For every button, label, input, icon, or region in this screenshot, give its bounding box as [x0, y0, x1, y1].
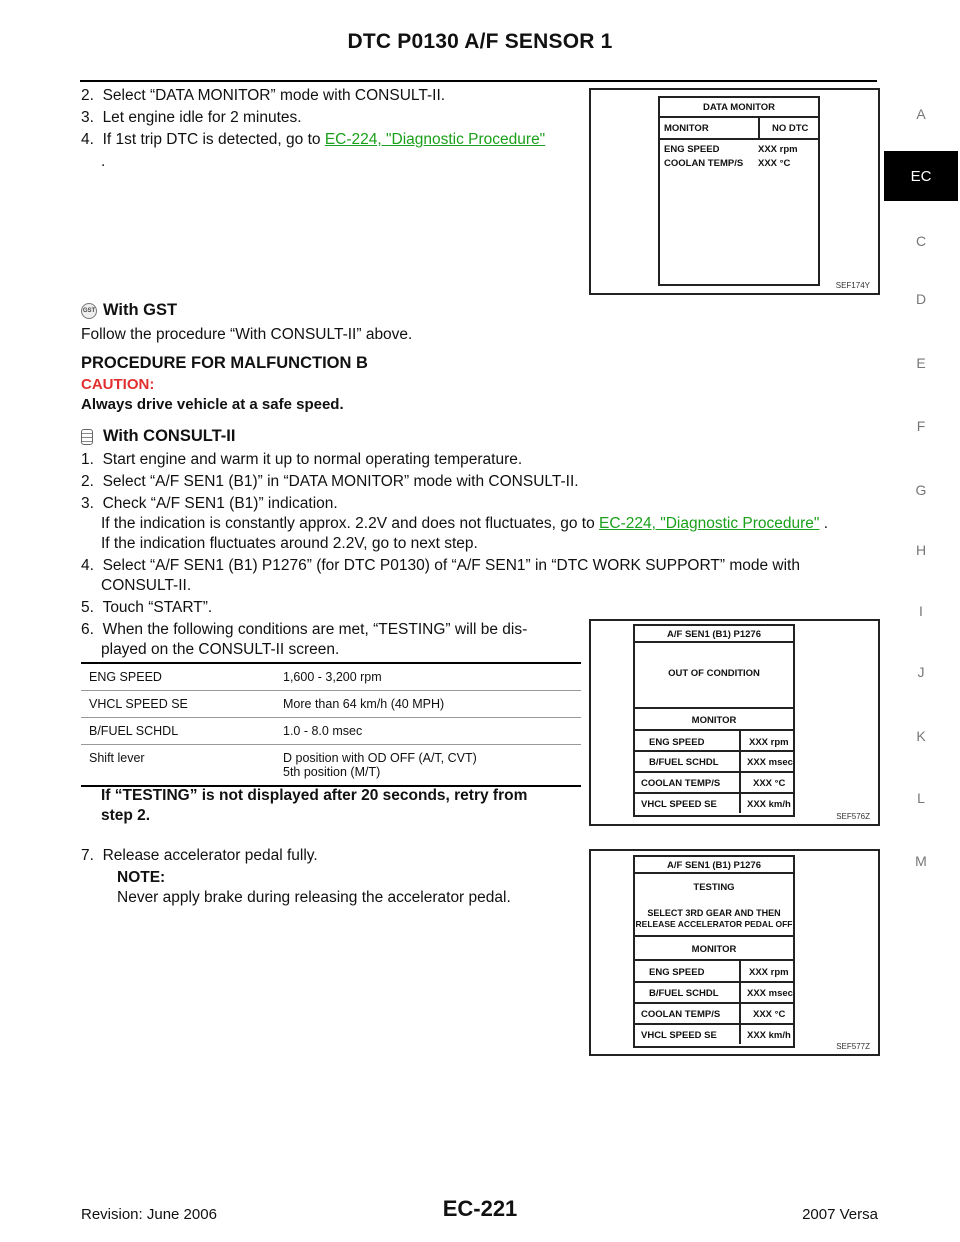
screen-row-label: COOLAN TEMP/S — [641, 1009, 721, 1020]
condition-item: B/FUEL SCHDL — [81, 718, 275, 745]
table-row — [81, 664, 581, 691]
gst-text: Follow the procedure “With CONSULT-II” above. — [81, 326, 413, 343]
side-index-m[interactable]: M — [915, 853, 927, 869]
note-label: NOTE: — [117, 869, 166, 886]
screen-row-label: COOLAN TEMP/S — [641, 778, 721, 789]
caution-text: Always drive vehicle at a safe speed. — [81, 396, 344, 413]
screen-status: OUT OF CONDITION — [668, 668, 760, 679]
screen-row-label: B/FUEL SCHDL — [649, 757, 719, 768]
screen-status: TESTING — [693, 882, 735, 893]
note-text: Never apply brake during releasing the accelerator pedal. — [117, 889, 511, 906]
table-row — [81, 718, 581, 745]
gst-icon: GST — [81, 303, 97, 319]
figure-code: SEF174Y — [835, 281, 870, 290]
condition-item: Shift lever — [89, 751, 145, 765]
step-4: 4. Select “A/F SEN1 (B1) P1276” (for DTC P0130) of “A/F SEN1” in “DTC WORK SUPPORT” mode with — [81, 557, 800, 574]
screen-row-value: XXX rpm — [749, 737, 789, 748]
screen-message: SELECT 3RD GEAR AND THEN — [647, 908, 781, 918]
consult-screen — [633, 855, 795, 1048]
screen-row-value: XXX km/h — [747, 1030, 791, 1041]
side-index-ec[interactable]: EC — [884, 151, 958, 201]
screen-row-label: COOLAN TEMP/S — [664, 158, 744, 169]
condition-item: VHCL SPEED SE — [81, 691, 275, 718]
page-number: EC-221 — [442, 1196, 518, 1221]
intro-step-2: 2. Select “DATA MONITOR” mode with CONSULT-II. — [81, 87, 446, 104]
consult-screen — [633, 624, 795, 817]
screen-row-value: XXX msec — [747, 988, 793, 999]
side-index-e[interactable]: E — [916, 355, 926, 371]
screen-row-value: XXX °C — [758, 158, 791, 169]
screen-row-label: VHCL SPEED SE — [641, 1030, 717, 1041]
condition-value: 1.0 - 8.0 msec — [275, 718, 581, 745]
gst-heading: GST With GST — [82, 301, 178, 319]
step-4-line2: CONSULT-II. — [101, 577, 192, 594]
side-index-l[interactable]: L — [917, 790, 925, 806]
consult-heading: With CONSULT-II — [81, 426, 235, 446]
condition-value: More than 64 km/h (40 MPH) — [275, 691, 581, 718]
screen-row-value: XXX msec — [747, 757, 793, 768]
screen-row-value: XXX km/h — [747, 799, 791, 810]
side-index-g[interactable]: G — [915, 482, 927, 498]
retry-line-2: step 2. — [101, 807, 151, 824]
condition-item: ENG SPEED — [81, 664, 275, 691]
figure-data-monitor — [589, 88, 880, 295]
step-3-line3: If the indication fluctuates around 2.2V, go to next step. — [101, 535, 478, 552]
side-index-h[interactable]: H — [915, 542, 927, 558]
revision-date: Revision: June 2006 — [81, 1206, 217, 1223]
model-name: 2007 Versa — [802, 1206, 878, 1223]
side-index-f[interactable]: F — [916, 418, 926, 434]
screen-row-label: ENG SPEED — [649, 967, 705, 978]
figure-out-of-condition — [589, 619, 880, 826]
diagnostic-procedure-link[interactable]: EC-224, "Diagnostic Procedure" — [324, 131, 546, 148]
consult-screen — [658, 96, 820, 286]
retry-line-1: If “TESTING” is not displayed after 20 seconds, retry from — [101, 787, 528, 804]
step-7: 7. Release accelerator pedal fully. — [81, 847, 318, 864]
screen-row-label: ENG SPEED — [664, 144, 720, 155]
header-rule — [80, 80, 877, 82]
screen-col-monitor: MONITOR — [664, 123, 709, 134]
step-5: 5. Touch “START”. — [81, 599, 213, 616]
caution-label: CAUTION: — [81, 376, 155, 393]
side-index-i[interactable]: I — [919, 603, 923, 619]
step-6-line2: played on the CONSULT-II screen. — [101, 641, 340, 658]
screen-row-value: XXX °C — [753, 778, 786, 789]
figure-code: SEF576Z — [836, 812, 870, 821]
consult-icon — [81, 429, 93, 445]
screen-monitor: MONITOR — [691, 715, 737, 726]
diagnostic-procedure-link-2[interactable]: EC-224, "Diagnostic Procedure" — [599, 515, 820, 532]
intro-step-3: 3. Let engine idle for 2 minutes. — [81, 109, 302, 126]
step-6: 6. When the following conditions are met, “TESTING” will be dis- — [81, 621, 528, 638]
screen-title: A/F SEN1 (B1) P1276 — [667, 860, 761, 871]
screen-title: DATA MONITOR — [703, 102, 775, 113]
step-2: 2. Select “A/F SEN1 (B1)” in “DATA MONITOR” mode with CONSULT-II. — [81, 473, 579, 490]
side-index-d[interactable]: D — [915, 291, 927, 307]
screen-row-label: VHCL SPEED SE — [641, 799, 717, 810]
step-3: 3. Check “A/F SEN1 (B1)” indication. — [81, 495, 338, 512]
step-3-line2: If the indication is constantly approx. 2.2V and does not fluctuates, go to EC-224, "Diagnostic Procedure" . — [101, 515, 829, 532]
side-index-a[interactable]: A — [916, 106, 926, 122]
screen-row-value: XXX rpm — [749, 967, 789, 978]
step-1: 1. Start engine and warm it up to normal operating temperature. — [81, 451, 523, 468]
screen-monitor: MONITOR — [691, 944, 737, 955]
side-index-k[interactable]: K — [916, 728, 926, 744]
table-row — [81, 745, 581, 786]
condition-value: D position with OD OFF (A/T, CVT) 5th position (M/T) — [283, 751, 477, 779]
intro-step-4-period: . — [101, 153, 106, 170]
screen-row-label: B/FUEL SCHDL — [649, 988, 719, 999]
conditions-table — [81, 662, 581, 787]
screen-title: A/F SEN1 (B1) P1276 — [667, 629, 761, 640]
figure-testing — [589, 849, 880, 1056]
condition-value: 1,600 - 3,200 rpm — [275, 664, 581, 691]
table-row — [81, 691, 581, 718]
figure-code: SEF577Z — [836, 1042, 870, 1051]
screen-row-value: XXX rpm — [758, 144, 798, 155]
side-index-j[interactable]: J — [917, 664, 925, 680]
section-heading: PROCEDURE FOR MALFUNCTION B — [81, 354, 368, 372]
screen-message: RELEASE ACCELERATOR PEDAL OFF — [635, 919, 793, 929]
intro-step-4: 4. If 1st trip DTC is detected, go to EC-224, "Diagnostic Procedure" — [81, 131, 546, 148]
screen-row-value: XXX °C — [753, 1009, 786, 1020]
screen-row-label: ENG SPEED — [649, 737, 705, 748]
side-index-c[interactable]: C — [915, 233, 927, 249]
page-title: DTC P0130 A/F SENSOR 1 — [347, 30, 613, 53]
screen-col-nodtc: NO DTC — [772, 123, 809, 134]
